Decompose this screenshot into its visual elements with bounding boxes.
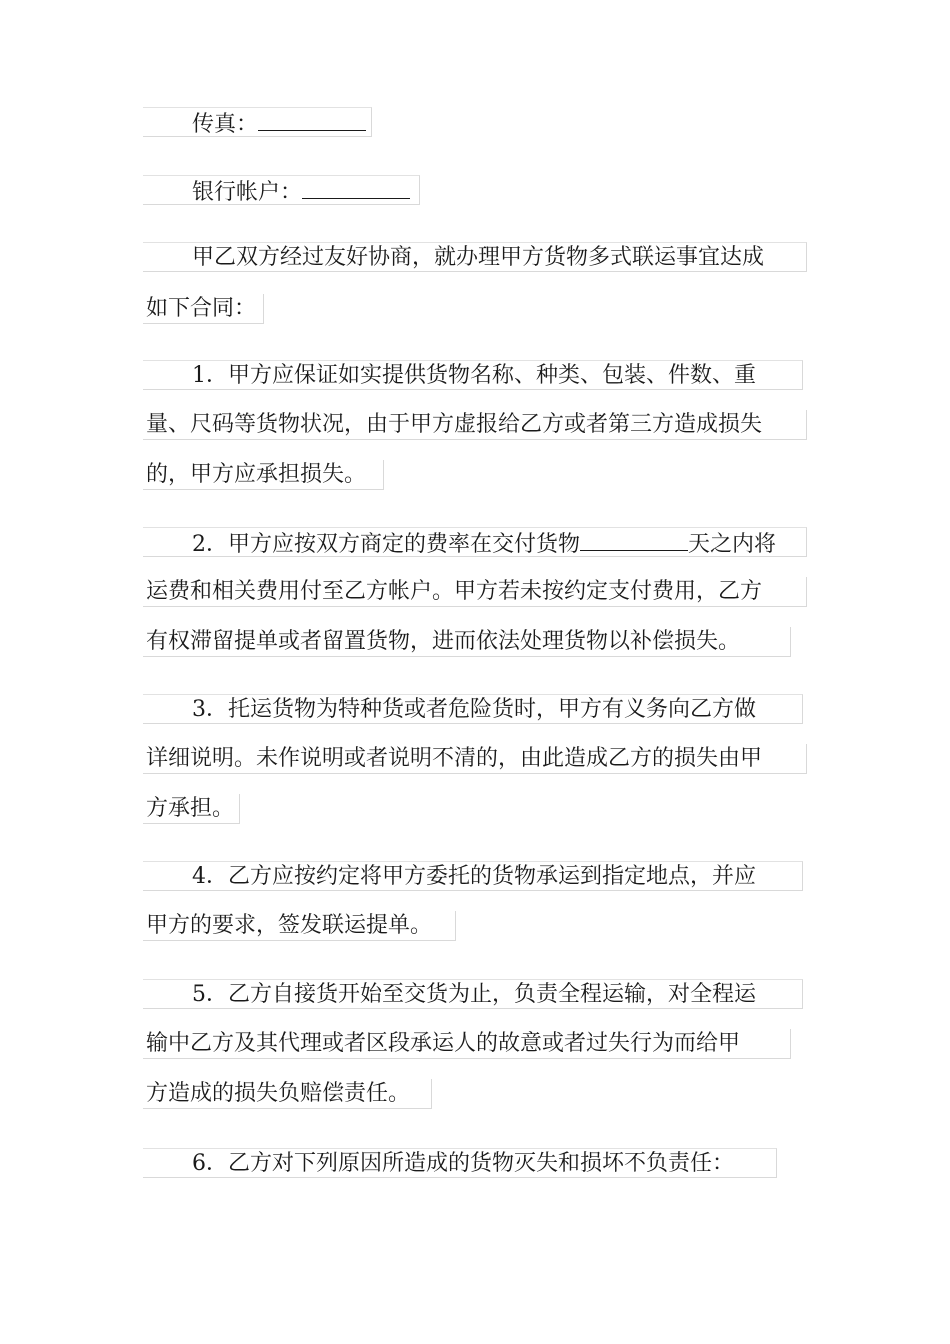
payment-days-blank-field[interactable] — [580, 528, 688, 551]
clause-1-line-1: 1．甲方应保证如实提供货物名称、种类、包装、件数、重 — [143, 360, 803, 390]
intro-line-1: 甲乙双方经过友好协商，就办理甲方货物多式联运事宜达成 — [143, 242, 807, 272]
clause-3-line-3: 方承担。 — [143, 794, 240, 824]
clause-2-line-3: 有权滞留提单或者留置货物，进而依法处理货物以补偿损失。 — [143, 627, 791, 657]
bank-account-blank-field[interactable] — [302, 176, 410, 199]
clause-5-line-2: 输中乙方及其代理或者区段承运人的故意或者过失行为而给甲 — [143, 1029, 791, 1059]
fax-line — [143, 107, 372, 137]
clause-1-line-3: 的，甲方应承担损失。 — [143, 460, 384, 490]
fax-blank-field[interactable] — [258, 108, 366, 131]
bank-account-line — [143, 175, 420, 205]
clause-3-line-2: 详细说明。未作说明或者说明不清的，由此造成乙方的损失由甲 — [143, 744, 807, 774]
clause-5-line-1: 5．乙方自接货开始至交货为止，负责全程运输，对全程运 — [143, 979, 803, 1009]
clause-4-line-2: 甲方的要求，签发联运提单。 — [143, 911, 456, 941]
fax-label: 传真： — [192, 112, 259, 137]
clause-3-line-1: 3．托运货物为特种货或者危险货时，甲方有义务向乙方做 — [143, 694, 803, 724]
intro-line-2: 如下合同： — [143, 294, 264, 324]
clause-1-line-2: 量、尺码等货物状况，由于甲方虚报给乙方或者第三方造成损失 — [143, 410, 807, 440]
clause-2-line-2: 运费和相关费用付至乙方帐户。甲方若未按约定支付费用，乙方 — [143, 577, 807, 607]
clause-2-line-1 — [143, 527, 807, 557]
clause-4-line-1: 4．乙方应按约定将甲方委托的货物承运到指定地点，并应 — [143, 861, 803, 891]
clause-2-text-before-blank: 2．甲方应按双方商定的费率在交付货物 — [192, 532, 580, 557]
clause-2-text-after-blank: 天之内将 — [688, 532, 777, 557]
clause-5-line-3: 方造成的损失负赔偿责任。 — [143, 1079, 432, 1109]
clause-6-line-1: 6．乙方对下列原因所造成的货物灭失和损坏不负责任： — [143, 1148, 777, 1178]
bank-account-label: 银行帐户： — [192, 180, 303, 205]
